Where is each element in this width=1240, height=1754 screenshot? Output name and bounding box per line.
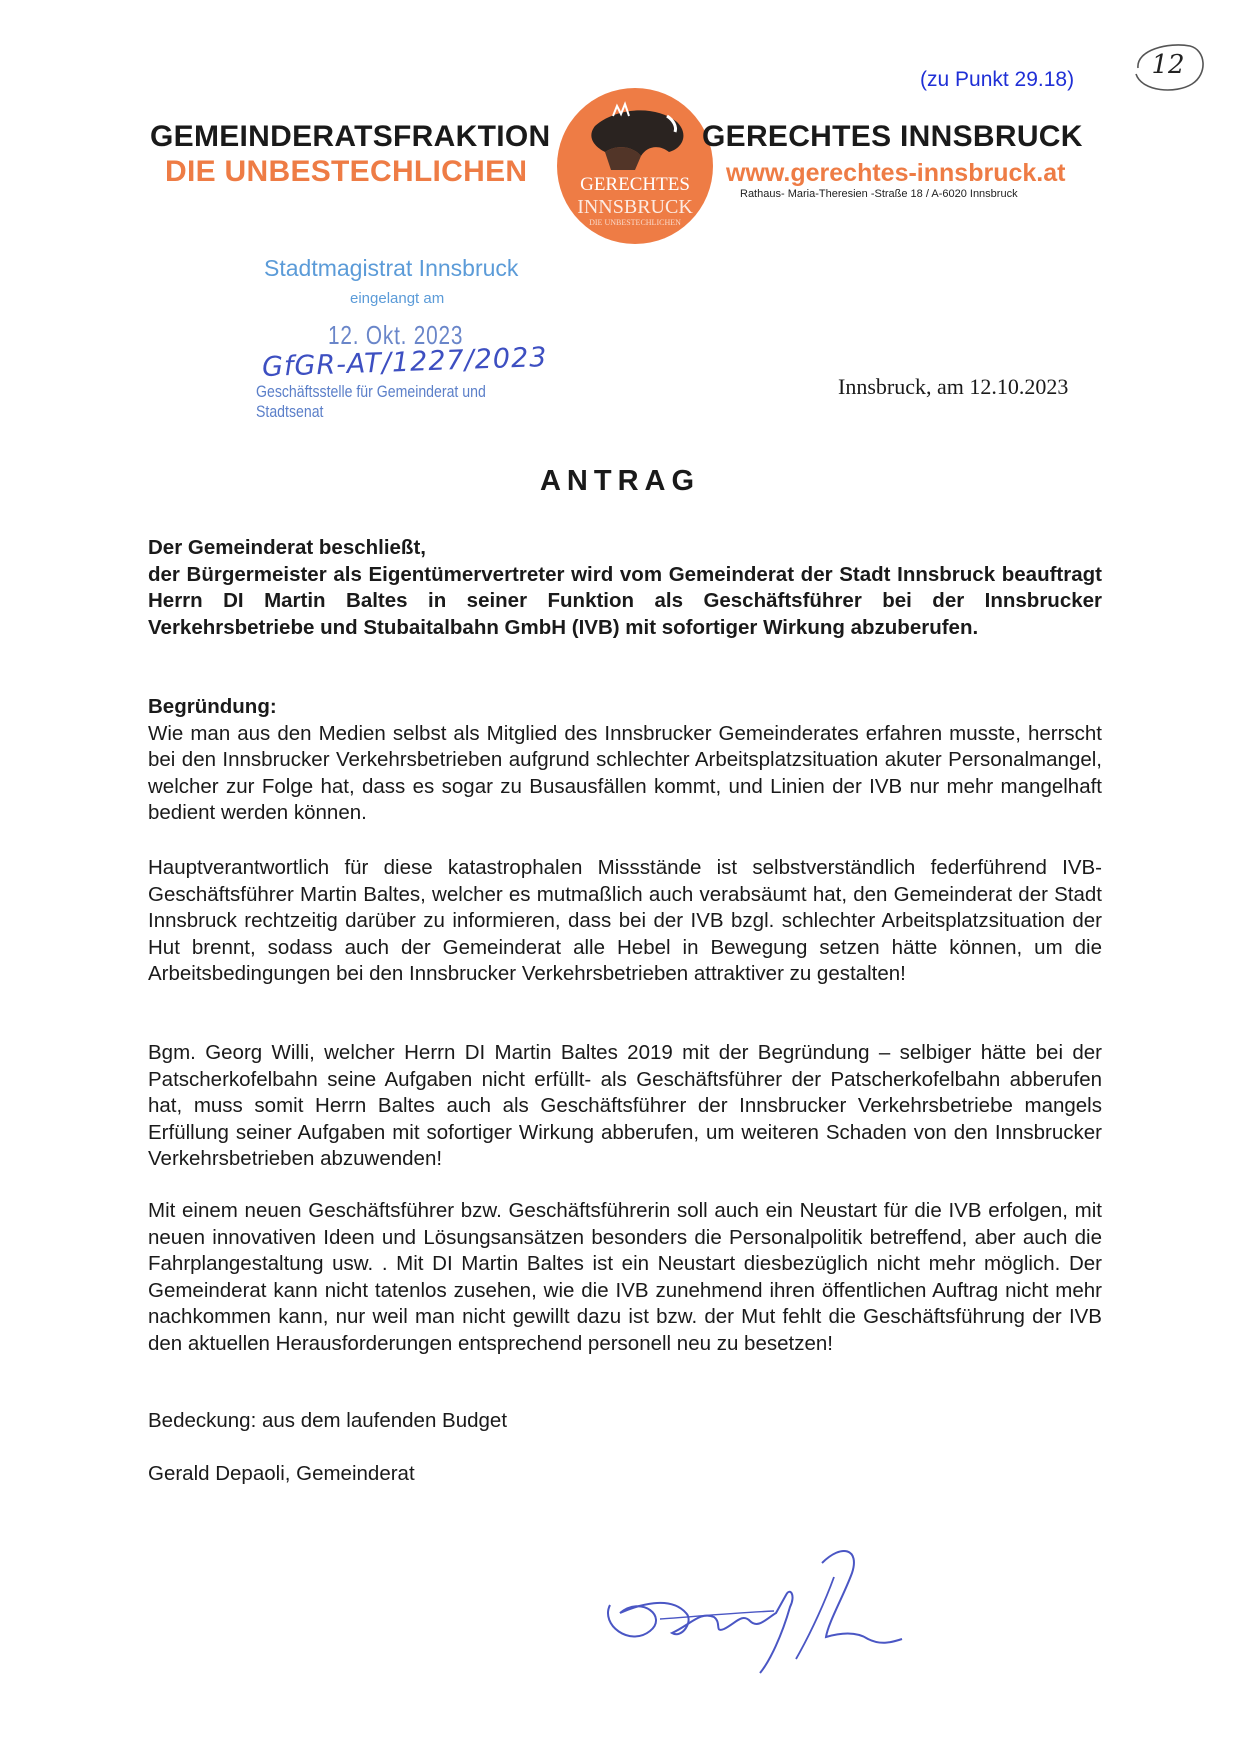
page-number: 12 <box>1151 50 1185 80</box>
reasoning-paragraph: Bgm. Georg Willi, welcher Herrn DI Martin Baltes 2019 mit der Begründung – selbiger hätte bei der Patscherkofelbahn seine Aufgaben nicht erfüllt- als Geschäftsführer der Patscherkofelbahn abberufen hat, muss somit Herrn Baltes auch als Geschäftsführer der Innsbrucker Verkehrsbetriebe mangels Erfüllung seiner Aufgaben mit sofortiger Wirkung abberufen, um weiteren Schaden von den Innsbrucker Verkehrsbetrieben abzuwenden! <box>148 1041 1102 1170</box>
reasoning-heading: Begründung: <box>148 695 277 718</box>
logo-text-line1: GERECHTES <box>580 174 690 195</box>
receipt-stamp <box>250 255 580 421</box>
faction-title: GEMEINDERATSFRAKTION <box>150 120 551 153</box>
reasoning-paragraph: Mit einem neuen Geschäftsführer bzw. Geschäftsführerin soll auch ein Neustart für die IVB erfolgen, mit neuen innovativen Ideen und Lösungsansätzen besonders die Personalpolitik betreffend, aber auch die Fahrplangestaltung usw. . Mit DI Martin Baltes ist ein Neustart diesbezüglich nicht mehr möglich. Der Gemeinderat kann nicht tatenlos zusehen, wie die IVB zunehmend ihren öffentlichen Auftrag nicht mehr nachkommen kann, nur weil man nicht gewillt dazu ist bzw. der Mut fehlt die Geschäftsführung der IVB den aktuellen Herausforderungen entsprechend personell neu zu besetzen! <box>148 1199 1102 1355</box>
reasoning-paragraph: Wie man aus den Medien selbst als Mitglied des Innsbrucker Gemeinderates erfahren musste, herrscht bei den Innsbrucker Verkehrsbetrieben aufgrund schlechter Arbeitsplatzsituation akuter Personalmangel, welcher zur Folge hat, dass es sogar zu Busausfällen kommt, und Linien der IVB nur mehr mangelhaft bedient werden können. <box>148 721 1102 824</box>
logo-text-line2: INNSBRUCK <box>577 196 693 218</box>
website-link[interactable]: www.gerechtes-innsbruck.at <box>726 159 1066 187</box>
stamp-reference: GfGR-AT/1227/2023 <box>261 342 548 383</box>
stamp-department: Geschäftsstelle für Gemeinderat und Stadtsenat <box>256 382 486 421</box>
place-date: Innsbruck, am 12.10.2023 <box>838 374 1069 399</box>
signer-name: Gerald Depaoli, Gemeinderat <box>148 1462 415 1485</box>
address: Rathaus- Maria-Theresien -Straße 18 / A-6020 Innsbruck <box>740 188 1018 200</box>
stamp-office: Stadtmagistrat Innsbruck <box>264 255 519 281</box>
party-name: GERECHTES INNSBRUCK <box>702 120 1083 153</box>
party-logo <box>555 86 715 246</box>
motion-text: der Bürgermeister als Eigentümervertreter wird vom Gemeinderat der Stadt Innsbruck beauftragt Herrn DI Martin Baltes in seiner Funktion als Geschäftsführer bei der Innsbrucker Verkehrsbetriebe und Stubaitalbahn GmbH (IVB) mit sofortiger Wirkung abzuberufen. <box>148 562 1102 639</box>
handwritten-signature <box>590 1535 920 1675</box>
funding-note: Bedeckung: aus dem laufenden Budget <box>148 1409 508 1432</box>
stamp-date: 12. Okt. 2023 <box>328 320 464 350</box>
reasoning-paragraph: Hauptverantwortlich für diese katastrophalen Missstände ist selbstverständlich federführend IVB-Geschäftsführer Martin Baltes, welcher es mutmaßlich auch verabsäumt hat, den Gemeinderat der Stadt Innsbruck rechtzeitig darüber zu informieren, dass bei der IVB bzgl. schlechter Arbeitsplatzsituation der Hut brennt, sodass auch der Gemeinderat alle Hebel in Bewegung setzen hätte können, um die Arbeitsbedingungen bei den Innsbrucker Verkehrsbetrieben attraktiver zu gestalten! <box>148 856 1102 985</box>
page-number-circle <box>1128 38 1208 96</box>
reasoning-block <box>148 694 1102 827</box>
page-reference: (zu Punkt 29.18) <box>920 68 1075 91</box>
faction-subtitle: DIE UNBESTECHLICHEN <box>165 155 528 188</box>
motion-block <box>148 535 1102 641</box>
signature-icon <box>590 1535 920 1675</box>
document-title: ANTRAG <box>539 465 701 497</box>
stamp-received-label: eingelangt am <box>350 290 445 307</box>
logo-text-line3: DIE UNBESTECHLICHEN <box>589 218 681 227</box>
motion-intro: Der Gemeinderat beschließt, <box>148 536 426 559</box>
